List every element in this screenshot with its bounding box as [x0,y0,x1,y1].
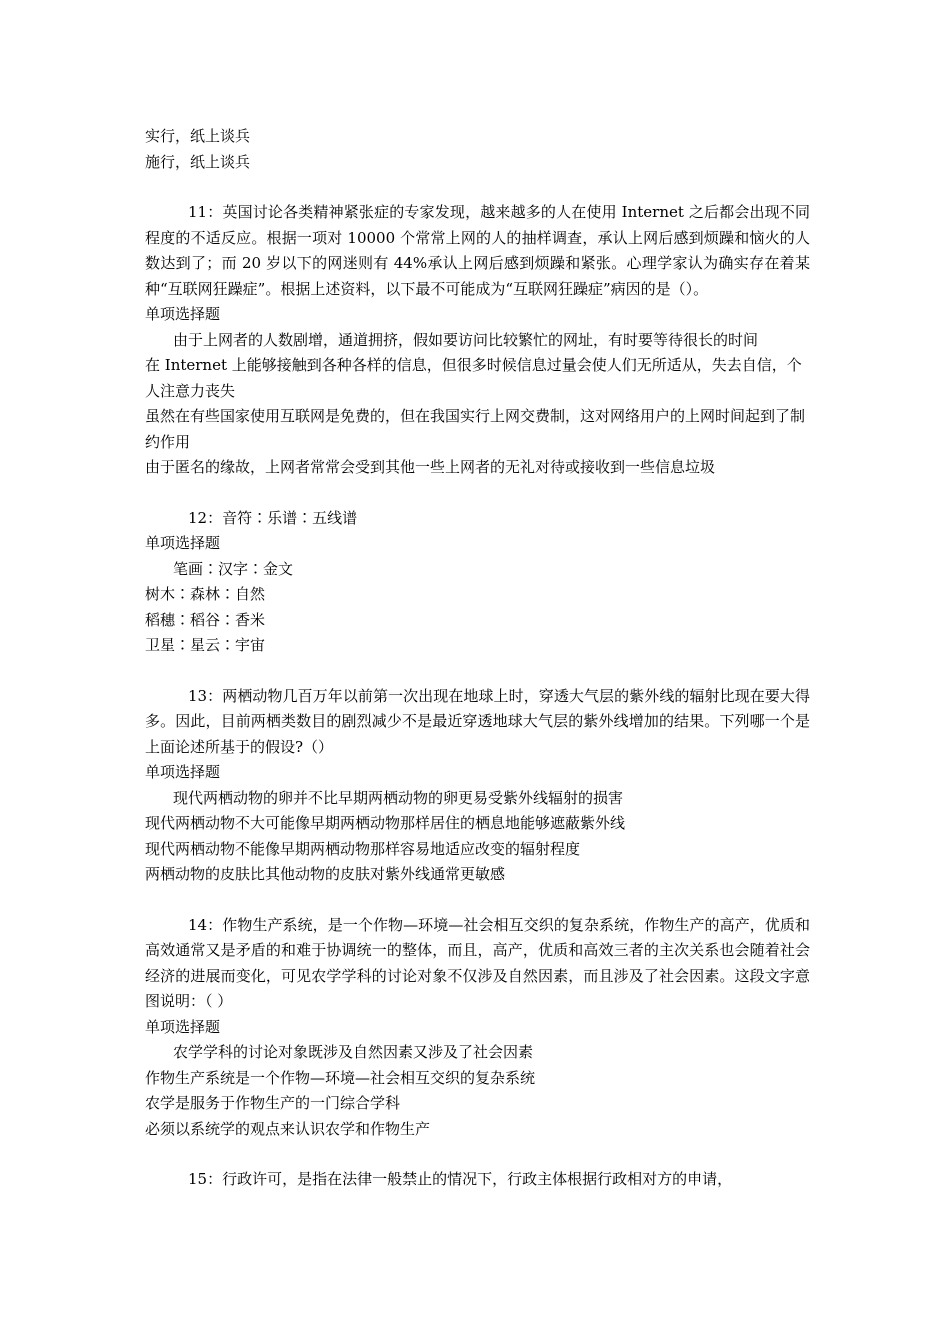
answer-option: 在 Internet 上能够接触到各种各样的信息，但很多时候信息过量会使人们无所适从，失去自信，个人注意力丧失 [145,356,802,400]
answer-option: 现代两栖动物不能像早期两栖动物那样容易地适应改变的辐射程度 [145,839,581,858]
lead-option: 施行，纸上谈兵 [145,152,251,171]
lead-option: 实行，纸上谈兵 [145,127,251,145]
question-type-label: 单项选择题 [145,763,221,781]
question-number: 15 [188,1170,208,1188]
question-14-text: 14：作物生产系统，是一个作物—环境—社会相互交织的复杂系统，作物生产的高产，优质和高效通常又是矛盾的和难于协调统一的整体，而且，高产，优质和高效三者的主次关系也会随着社会经济的进展而变化，可见农学学科的讨论对象不仅涉及自然因素，而且涉及了社会因素。这段文字意图说明：（ ） [145,915,810,1010]
answer-option: 农学是服务于作物生产的一门综合学科 [145,1094,401,1112]
question-number: 14 [188,915,208,934]
answer-option: 由于匿名的缘故，上网者常常会受到其他一些上网者的无礼对待或接收到一些信息垃圾 [145,458,716,476]
question-body: 作物生产系统，是一个作物—环境—社会相互交织的复杂系统，作物生产的高产，优质和高效通常又是矛盾的和难于协调统一的整体，而且，高产，优质和高效三者的主次关系也会随着社会经济的进展而变化，可见农学学科的讨论对象不仅涉及自然因素，而且涉及了社会因素。这段文字意图说明：（ ） [145,915,810,1010]
answer-option: 现代两栖动物不大可能像早期两栖动物那样居住的栖息地能够遮蔽紫外线 [145,814,626,832]
answer-option: 稻穗∶稻谷∶香米 [145,610,266,629]
question-15-text: 15：行政许可，是指在法律一般禁止的情况下，行政主体根据行政相对方的申请， [188,1170,733,1188]
answer-option: 农学学科的讨论对象既涉及自然因素又涉及了社会因素 [173,1043,534,1061]
question-number: 11 [188,203,208,221]
answer-option: 现代两栖动物的卵并不比早期两栖动物的卵更易受紫外线辐射的损害 [173,788,624,807]
question-body: 英国讨论各类精神紧张症的专家发现，越来越多的人在使用 Internet 之后都会出现不同程度的不适反应。根据一项对 10000 个常常上网的人的抽样调查，承认上网后感到烦躁和恼火的人数达到了；而 20 岁以下的网迷则有 44%承认上网后感到烦躁和紧张。心理学家认为确实存在着某种“互联网狂躁症”。根据上述资料，以下最不可能成为“互联网狂躁症”病因的是（）。 [145,203,810,298]
question-number: 12 [188,508,208,527]
answer-option: 树木∶森林∶自然 [145,585,266,603]
question-11-text: 11：英国讨论各类精神紧张症的专家发现，越来越多的人在使用 Internet 之后都会出现不同程度的不适反应。根据一项对 10000 个常常上网的人的抽样调查，承认上网后感到烦躁和恼火的人数达到了；而 20 岁以下的网迷则有 44%承认上网后感到烦躁和紧张。心理学家认为确实存在着某种“互联网狂躁症”。根据上述资料，以下最不可能成为“互联网狂躁症”病因的是（）。 [145,203,810,298]
question-type-label: 单项选择题 [145,305,221,323]
answer-option: 必须以系统学的观点来认识农学和作物生产 [145,1119,431,1138]
answer-option: 卫星∶星云∶宇宙 [145,636,266,654]
answer-option: 两栖动物的皮肤比其他动物的皮肤对紫外线通常更敏感 [145,865,506,883]
question-body: 行政许可，是指在法律一般禁止的情况下，行政主体根据行政相对方的申请， [222,1170,733,1188]
answer-option: 笔画∶汉字∶金文 [173,559,294,578]
question-body: 两栖动物几百万年以前第一次出现在地球上时，穿透大气层的紫外线的辐射比现在要大得多。因此，目前两栖类数目的剧烈减少不是最近穿透地球大气层的紫外线增加的结果。下列哪一个是上面论述所基于的假设?（） [145,686,810,756]
answer-option: 虽然在有些国家使用互联网是免费的，但在我国实行上网交费制，这对网络用户的上网时间起到了制约作用 [145,407,806,451]
question-13-text: 13：两栖动物几百万年以前第一次出现在地球上时，穿透大气层的紫外线的辐射比现在要大得多。因此，目前两栖类数目的剧烈减少不是最近穿透地球大气层的紫外线增加的结果。下列哪一个是上面论述所基于的假设?（） [145,686,810,756]
answer-option: 由于上网者的人数剧增，通道拥挤，假如要访问比较繁忙的网址，有时要等待很长的时间 [173,330,759,349]
question-12-text: 12：音符∶乐谱∶五线谱 [188,508,358,527]
answer-option: 作物生产系统是一个作物—环境—社会相互交织的复杂系统 [145,1068,536,1087]
document-body [145,124,810,1193]
question-body: 音符∶乐谱∶五线谱 [222,508,358,527]
question-number: 13 [188,686,208,705]
question-type-label: 单项选择题 [145,534,221,552]
question-type-label: 单项选择题 [145,1017,221,1036]
